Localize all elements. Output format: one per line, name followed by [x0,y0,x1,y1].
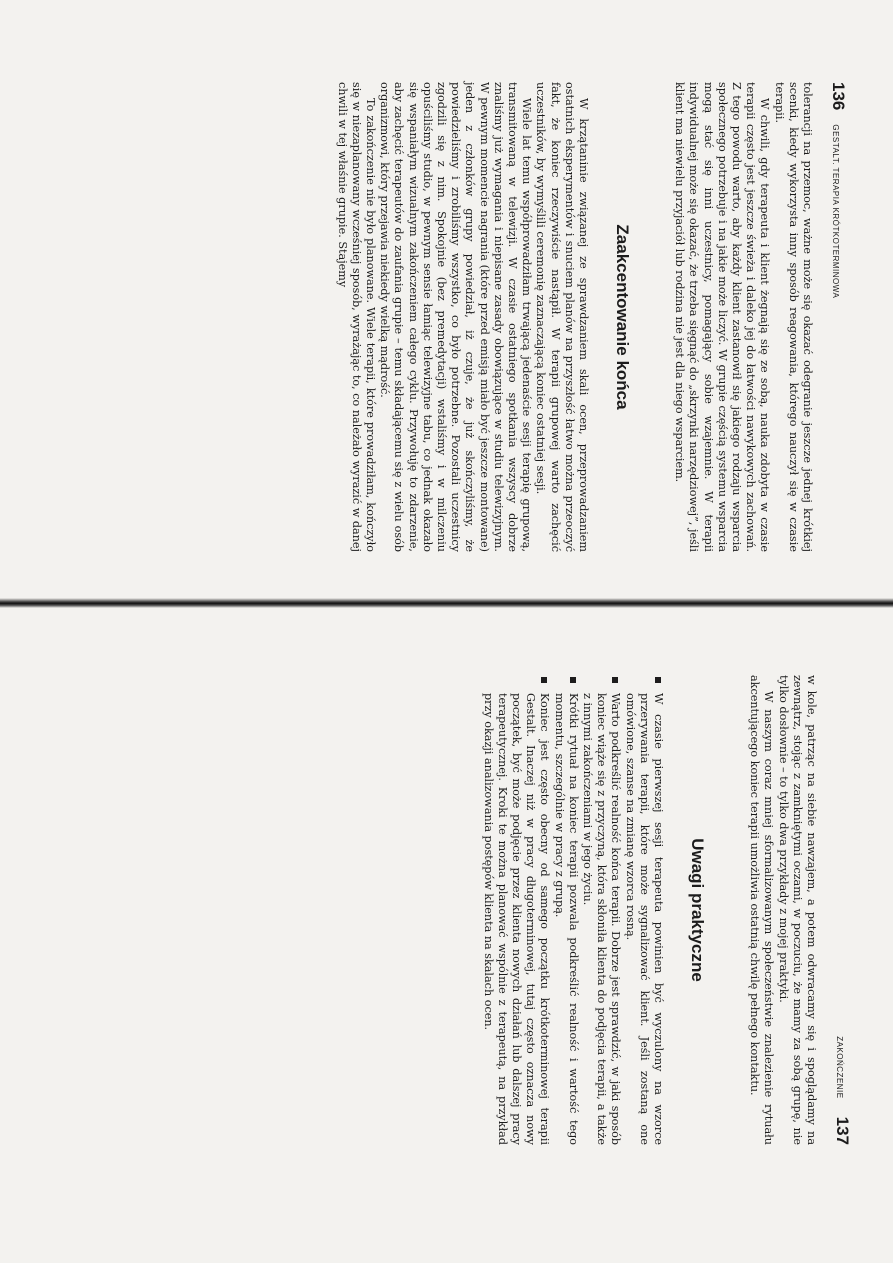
right-page-header [832,675,852,1145]
right-book-page [0,603,893,1263]
paragraph: To zakończenie nie było planowane. Wiele terapii, które prowadziłam, kończyło się w niezaplanowany wcześniej sposób, wyrażając to, co należało wyrazić w danej chwili w tej właśnie grupie. Stajemy [335,82,377,552]
list-item: Warto podkreślić realność końca terapii. Dobrze jest sprawdzić, w jaki sposób koniec wiąże się z przyczyną, która skłoniła klienta do podjęcia terapii, a także z innymi zakończeniami w jego życiu. [580,675,623,1145]
left-page-text-block [334,82,848,552]
paragraph: W krzątaninie związanej ze sprawdzaniem skali ocen, przeprowadzaniem ostatnich eksperymentów i snuciem planów na przyszłość łatwo można przeoczyć fakt, że koniec rzeczywiście nastąpił. W terapii grupowej warto zachęcić uczestników, by wymyślili ceremonię zaznaczającą koniec ostatniej sesji. [534,82,590,552]
paragraph: tolerancji na przemoc, ważne może się okazać odegranie jeszcze jednej krótkiej scenki, kiedy wykorzysta inny sposób reagowania, którego nauczył się w czasie terapii. [772,82,814,552]
paragraph: Wiele lat temu współprowadziłam trwającą jedenaście sesji terapię grupową, transmitowaną w telewizji. W czasie ostatniego spotkania wszyscy dobrze znaliśmy już wymagania i niepisane zasady obowiązujące w studiu telewizyjnym. W pewnym momencie nagrania (które przed emisją miało być jeszcze montowane) jeden z członków grupy powiedział, iż czuje, że już skończyliśmy, że powiedzieliśmy i zrobiliśmy wszystko, co było potrzebne. Pozostali uczestnicy zgodzili się z nim. Spokojnie (bez premedytacji) wstaliśmy i w milczeniu opuściliśmy studio, w pewnym sensie łamiąc telewizyjne tabu, co jednak okazało się wspaniałym wizualnym zakończeniem całego cyklu. Przywołuję to zdarzenie, aby zachęcić terapeutów do zaufania grupie – temu składającemu się z wielu osób organizmowi, który przejawia niekiedy wielką mądrość. [378,82,534,552]
paragraph: W chwili, gdy terapeuta i klient żegnają się ze sobą, nauka zdobyta w czasie terapii często jest jeszcze świeża i daleko jej do łatwości nawykowych zachowań. Z tego powodu warto, aby każdy klient zastanowił się jakiego rodzaju wsparcia społecznego potrzebuje i na jakie może liczyć. W grupie częścią systemu wsparcia mogą stać się inni uczestnicy, pomagający sobie wzajemnie. W terapii indywidualnej może się okazać, że trzeba sięgnąć do „skrzynki narzędziowej”, jeśli klient ma niewielu przyjaciół lub rodzina nie jest dla niego wsparciem. [673,82,772,552]
bullet-list [480,675,665,1145]
running-title: ZAKOŃCZENIE [835,1036,844,1099]
page-number: 136 [829,82,848,111]
running-title: GESTALT. TERAPIA KRÓTKOTERMINOWA [831,124,840,299]
list-item: Koniec jest często obecny od samego początku krótkoterminowej terapii Gestalt. Inaczej niż w pracy długoterminowej, tutaj często oznacza nowy początek, być może podjęcie przez klienta nowych działań lub dalszej pracy terapeutycznej. Kroki te można planować wspólnie z terapeutą, na przykład przy okazji analizowania postępów klienta na skalach ocen. [480,675,551,1145]
paragraph: W naszym coraz mniej sformalizowanym społeczeństwie znalezienie rytuału akcentującego koniec terapii umożliwia ostatnią chwilę pełnego kontaktu. [748,675,776,1145]
list-item: Krótki rytuał na koniec terapii pozwala podkreślić realność i wartość tego momentu, szczególnie w pracy z grupą. [551,675,579,1145]
paragraph: w kole, patrząc na siebie nawzajem, a potem odwracamy się i spoglądamy na zewnątrz, stojąc z zamkniętymi oczami, w poczuciu, że mamy za sobą grupę, nie tylko dosłownie – to tylko dwa przykłady z mojej praktyki. [776,675,818,1145]
section-heading: Zaakcentowanie końca [612,224,632,410]
list-item: W czasie pierwszej sesji terapeuta powinien być wyczulony na wzorce przerywania terapii, które może sygnalizować klient. Jeśli zostaną one omówione, szanse na zmianę wzorca rosną. [622,675,665,1145]
right-page-text-block [480,675,852,1145]
left-page-header [828,82,848,552]
page-number: 137 [833,1116,852,1145]
left-book-page [0,0,893,600]
section-heading: Uwagi praktyczne [687,838,707,982]
